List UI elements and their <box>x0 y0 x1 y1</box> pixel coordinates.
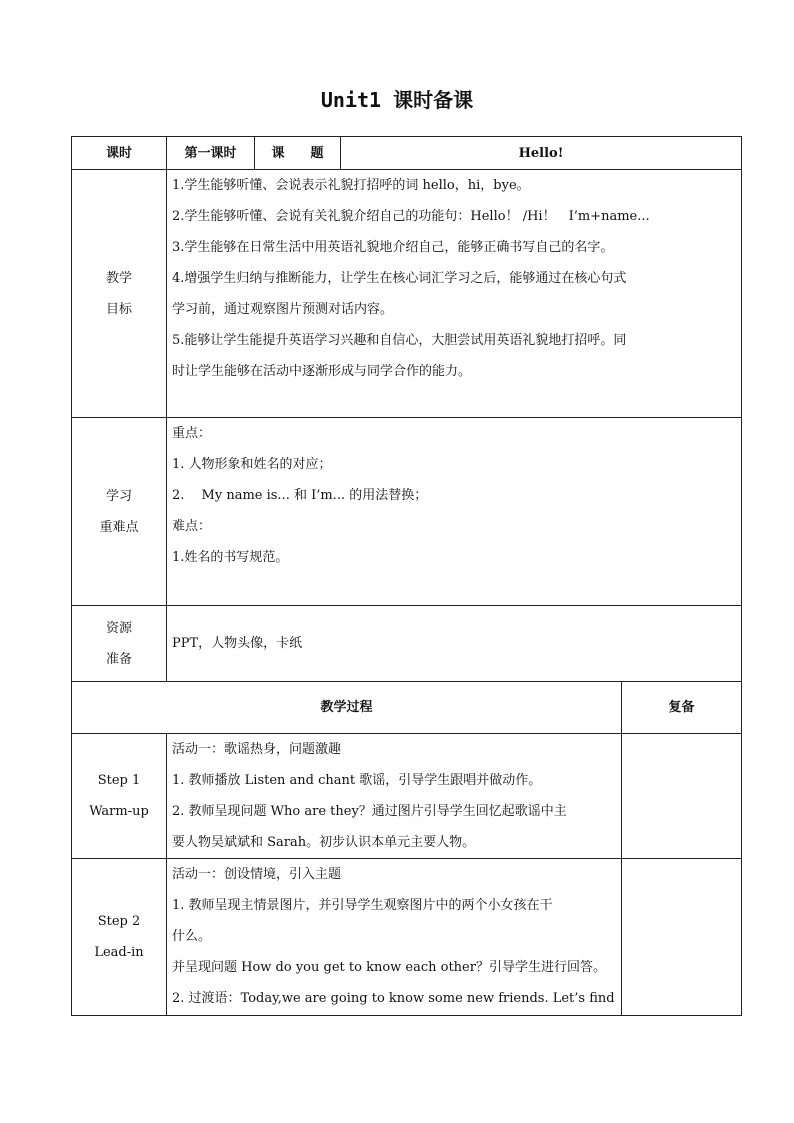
objective-line: 3.学生能够在日常生活中用英语礼貌地介绍自己，能够正确书写自己的名字。 <box>172 240 614 255</box>
key-points-content <box>167 418 742 606</box>
key-point-line: 1.姓名的书写规范。 <box>172 550 289 565</box>
objectives-content <box>167 170 742 418</box>
prep-label: 复备 <box>622 682 742 734</box>
step-line: 并呈现问题 How do you get to know each other？引导学生进行回答。 <box>172 960 606 975</box>
step-line: 2. 过渡语：Today,we are going to know some new friends. Let’s find <box>172 991 615 1006</box>
process-header-row <box>72 682 742 734</box>
step-1-row <box>72 734 742 859</box>
resources-label <box>72 606 167 682</box>
process-label: 教学过程 <box>72 682 622 734</box>
objectives-label-line-1: 教学 <box>105 270 132 286</box>
step-1-content <box>167 734 622 859</box>
step-1-label <box>72 734 167 859</box>
step-2-number: Step 2 <box>97 914 141 929</box>
step-line: 活动一：歌谣热身，问题激趣 <box>172 742 342 757</box>
objective-line: 5.能够让学生能提升英语学习兴趣和自信心，大胆尝试用英语礼貌地打招呼。同 <box>172 333 627 348</box>
resources-label-line-2: 准备 <box>105 651 132 667</box>
key-points-label-line-2: 重难点 <box>99 519 139 535</box>
step-line: 要人物吴斌斌和 Sarah。初步认识本单元主要人物。 <box>172 835 476 850</box>
step-line: 活动一：创设情境，引入主题 <box>172 867 342 882</box>
key-point-line: 重点： <box>172 426 212 441</box>
objective-line: 2.学生能够听懂、会说有关礼貌介绍自己的功能句：Hello！ /Hi！ I’m+name... <box>172 209 650 224</box>
key-points-label <box>72 418 167 606</box>
topic-value: Hello! <box>341 137 742 170</box>
step-2-name: Lead-in <box>94 945 144 960</box>
objective-line: 1.学生能够听懂、会说表示礼貌打招呼的词 hello，hi，bye。 <box>172 178 530 193</box>
step-line: 2. 教师呈现问题 Who are they？通过图片引导学生回忆起歌谣中主 <box>172 804 567 819</box>
step-2-label <box>72 859 167 1016</box>
resources-label-line-1: 资源 <box>105 620 132 636</box>
topic-label: 课 题 <box>255 137 341 170</box>
page-title: Unit1 课时备课 <box>320 88 474 112</box>
step-1-name: Warm-up <box>89 804 149 819</box>
step-1-number: Step 1 <box>97 773 141 788</box>
step-line: 1. 教师呈现主情景图片，并引导学生观察图片中的两个小女孩在干 <box>172 898 553 913</box>
period-label: 课时 <box>72 137 167 170</box>
objective-line: 4.增强学生归纳与推断能力，让学生在核心词汇学习之后，能够通过在核心句式 <box>172 271 627 286</box>
objectives-label-line-2: 目标 <box>105 301 132 317</box>
resources-content <box>167 606 742 682</box>
step-2-prep-cell <box>622 859 742 1016</box>
key-point-line: 1. 人物形象和姓名的对应； <box>172 457 332 472</box>
lesson-plan-table <box>71 136 742 1016</box>
objective-line: 学习前，通过观察图片预测对话内容。 <box>172 302 394 317</box>
key-points-label-line-1: 学习 <box>105 488 132 504</box>
resources-text: PPT，人物头像，卡纸 <box>172 636 303 651</box>
step-1-prep-cell <box>622 734 742 859</box>
header-row <box>72 137 742 170</box>
period-value: 第一课时 <box>167 137 255 170</box>
key-point-line: 2. My name is... 和 I’m... 的用法替换； <box>172 488 428 503</box>
step-2-row <box>72 859 742 1016</box>
resources-row <box>72 606 742 682</box>
objectives-row <box>72 170 742 418</box>
objective-line: 时让学生能够在活动中逐渐形成与同学合作的能力。 <box>172 364 472 379</box>
objectives-label <box>72 170 167 418</box>
key-points-row <box>72 418 742 606</box>
step-line: 什么。 <box>172 929 212 944</box>
key-point-line: 难点： <box>172 519 212 534</box>
step-line: 1. 教师播放 Listen and chant 歌谣，引导学生跟唱并做动作。 <box>172 773 542 788</box>
step-2-content <box>167 859 622 1016</box>
